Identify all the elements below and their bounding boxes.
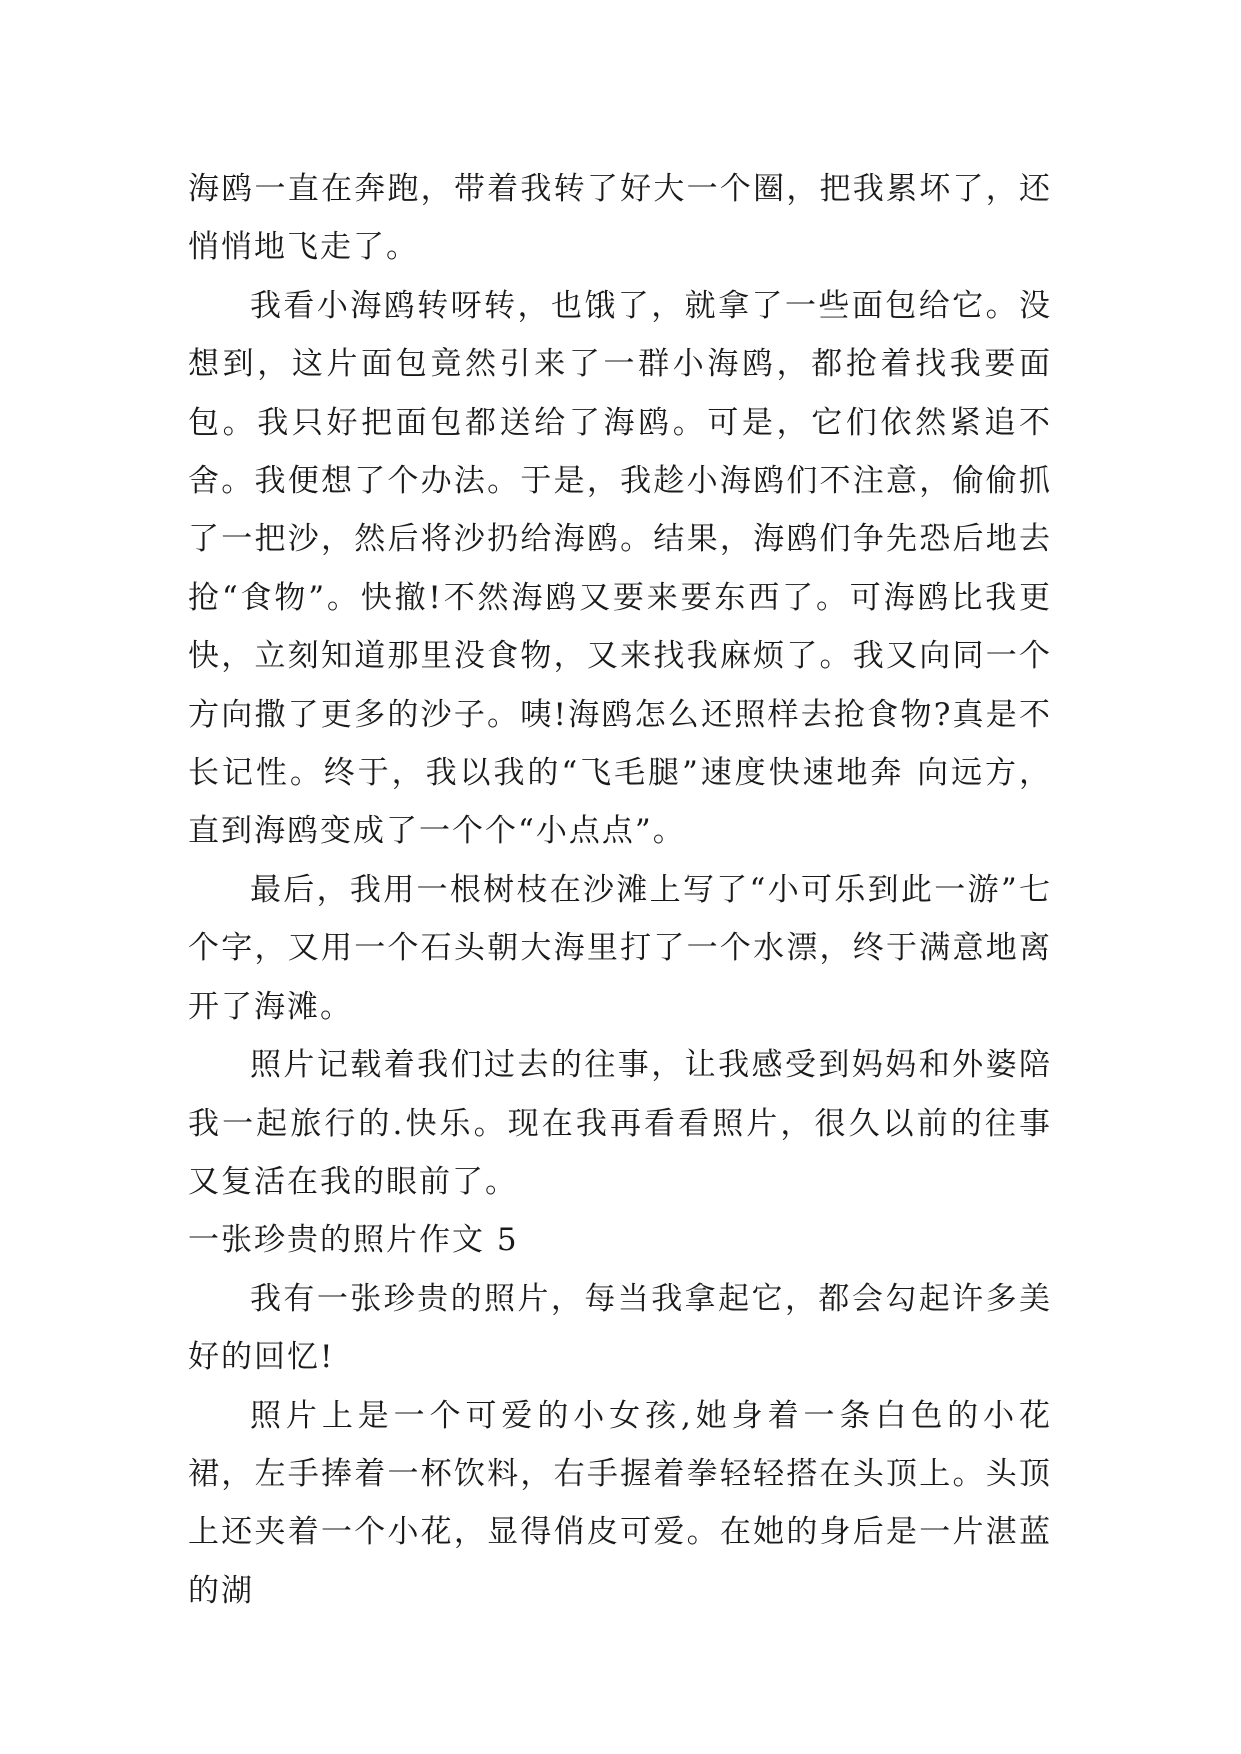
paragraph: 我有一张珍贵的照片，每当我拿起它，都会勾起许多美好的回忆! [188,1280,1052,1376]
paragraph: 最后，我用一根树枝在沙滩上写了“小可乐到此一游”七个字，又用一个石头朝大海里打了一个水漂，终于满意地离开了海滩。 [188,871,1052,1025]
paragraph: 海鸥一直在奔跑，带着我转了好大一个圈，把我累坏了，还悄悄地飞走了。 [188,171,1052,266]
paragraph: 照片记载着我们过去的往事，让我感受到妈妈和外婆陪我一起旅行的.快乐。现在我再看看照片，很久以前的往事又复活在我的眼前了。 [188,1047,1052,1200]
section-heading: 一张珍贵的照片作文 5 [188,1222,519,1259]
paragraph: 照片上是一个可爱的小女孩,她身着一条白色的小花裙，左手捧着一杯饮料，右手握着拳轻轻搭在头顶上。头顶上还夹着一个小花，显得俏皮可爱。在她的身后是一片湛蓝的湖 [188,1397,1052,1609]
document-body [188,160,1052,1620]
paragraph: 我看小海鸥转呀转，也饿了，就拿了一些面包给它。没想到，这片面包竟然引来了一群小海鸥，都抢着找我要面包。我只好把面包都送给了海鸥。可是，它们依然紧追不舍。我便想了个办法。于是，我趁小海鸥们不注意，偷偷抓了一把沙，然后将沙扔给海鸥。结果，海鸥们争先恐后地去抢“食物”。快撤!不然海鸥又要来要东西了。可海鸥比我更快，立刻知道那里没食物，又来找我麻烦了。我又向同一个方向撒了更多的沙子。咦!海鸥怎么还照样去抢食物?真是不长记性。终于，我以我的“飞毛腿”速度快速地奔 向远方，直到海鸥变成了一个个“小点点”。 [188,287,1052,850]
